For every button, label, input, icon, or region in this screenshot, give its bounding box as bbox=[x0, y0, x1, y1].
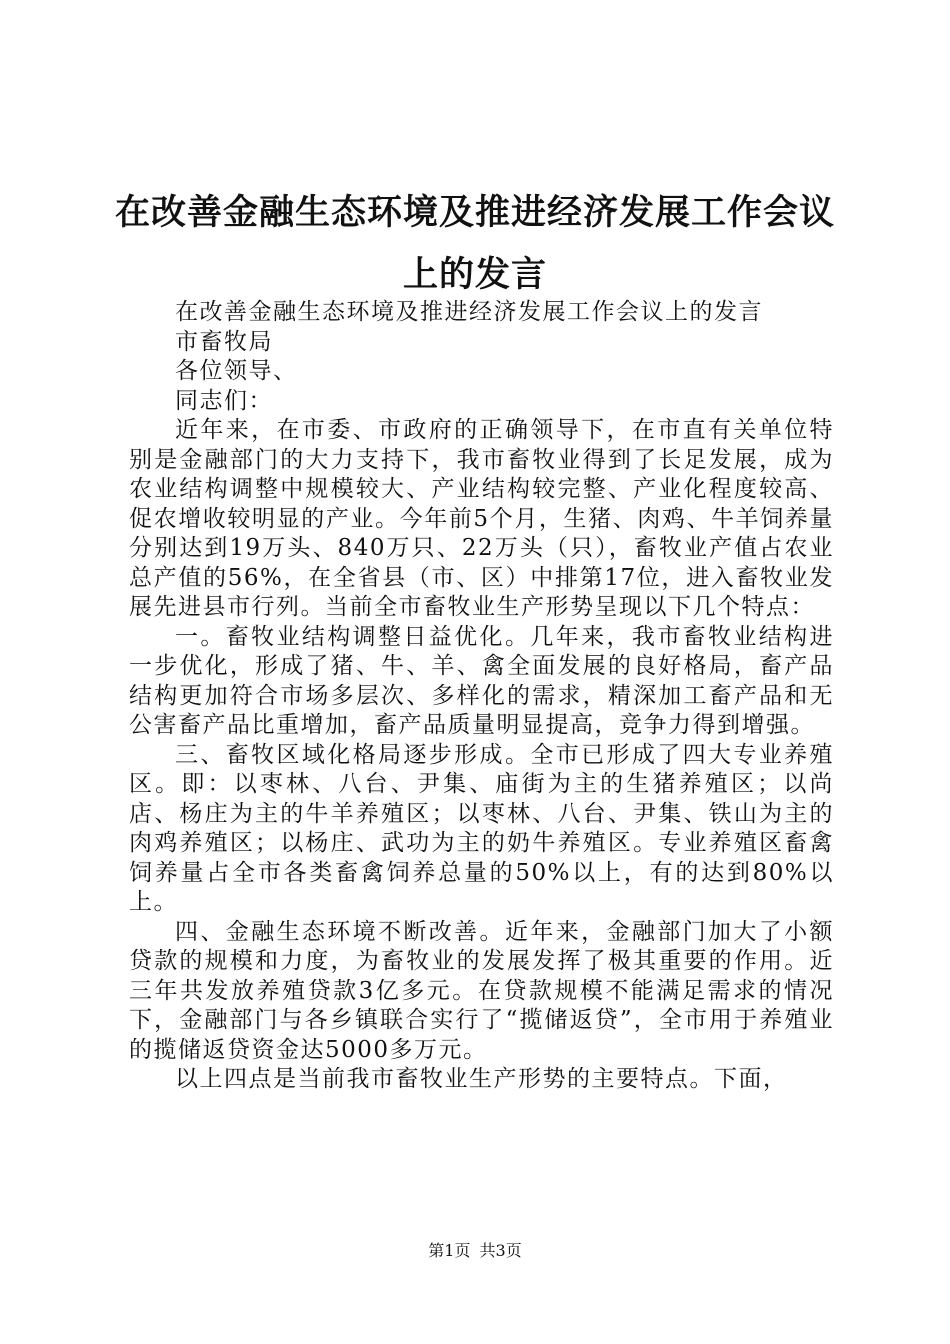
body-paragraph-point-3: 三、畜牧区域化格局逐步形成。全市已形成了四大专业养殖区。即：以枣林、八台、尹集、庙街为主的生猪养殖区；以尚店、杨庄为主的牛羊养殖区；以枣林、八台、尹集、铁山为主的肉鸡养殖区；以杨庄、武功为主的奶牛养殖区。专业养殖区畜禽饲养量占全市各类畜禽饲养总量的50%以上，有的达到80%以上。 bbox=[129, 741, 834, 915]
page-number-current: 第1页 bbox=[428, 1241, 471, 1260]
page-footer bbox=[0, 1239, 950, 1263]
body-paragraph-salutation-2: 同志们： bbox=[175, 387, 273, 414]
body-paragraph-point-1: 一。畜牧业结构调整日益优化。几年来，我市畜牧业结构进一步优化，形成了猪、牛、羊、禽全面发展的良好格局，畜产品结构更加符合市场多层次、多样化的需求，精深加工畜产品和无公害畜产品比重增加，畜产品质量明显提高，竞争力得到增强。 bbox=[129, 623, 834, 738]
body-paragraph-intro: 近年来，在市委、市政府的正确领导下，在市直有关单位特别是金融部门的大力支持下，我市畜牧业得到了长足发展，成为农业结构调整中规模较大、产业结构较完整、产业化程度较高、促农增收较明显的产业。今年前5个月，生猪、肉鸡、牛羊饲养量分别达到19万头、840万只、22万头（只），畜牧业产值占农业总产值的56%，在全省县（市、区）中排第17位，进入畜牧业发展先进县市行列。当前全市畜牧业生产形势呈现以下几个特点： bbox=[129, 417, 834, 620]
body-paragraph-point-4: 四、金融生态环境不断改善。近年来，金融部门加大了小额贷款的规模和力度，为畜牧业的发展发挥了极其重要的作用。近三年共发放养殖贷款3亿多元。在贷款规模不能满足需求的情况下，金融部门与各乡镇联合实行了“揽储返贷”，全市用于养殖业的揽储返贷资金达5000多万元。 bbox=[129, 918, 834, 1063]
body-paragraph-subtitle: 在改善金融生态环境及推进经济发展工作会议上的发言 bbox=[175, 299, 763, 325]
document-title: 在改善金融生态环境及推进经济发展工作会议上的发言 bbox=[114, 192, 835, 295]
body-paragraph-summary: 以上四点是当前我市畜牧业生产形势的主要特点。下面， bbox=[175, 1066, 788, 1092]
body-paragraph-salutation-1: 各位领导、 bbox=[175, 358, 298, 384]
body-paragraph-author: 市畜牧局 bbox=[175, 328, 273, 355]
document-body bbox=[129, 298, 834, 1095]
page-number-total: 共3页 bbox=[479, 1241, 522, 1260]
